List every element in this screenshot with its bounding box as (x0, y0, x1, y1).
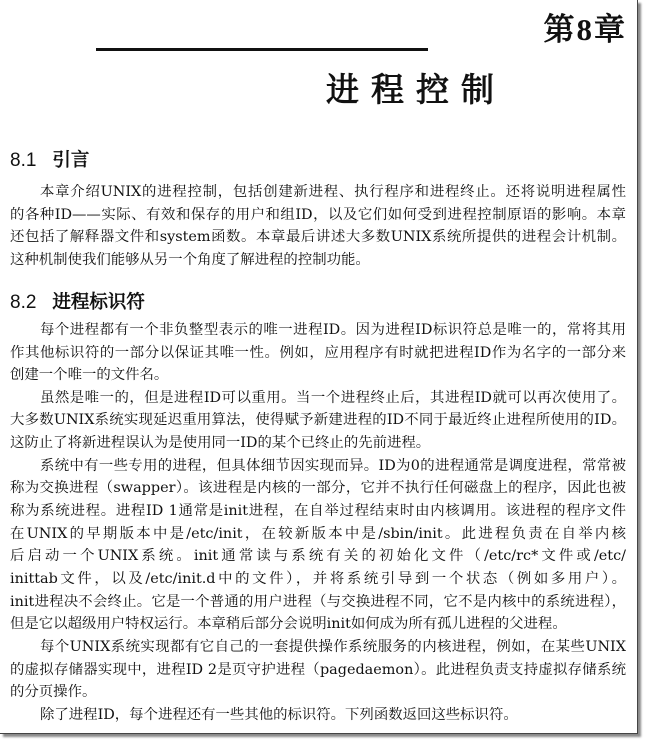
chapter-number: 第8章 (543, 12, 627, 47)
paragraph-line: 这种机制使我们能够从另一个角度了解进程的控制功能。 (10, 252, 370, 268)
section-number: 8.2 (10, 292, 37, 313)
paragraph-line: 称为系统进程。进程ID 1通常是init进程，在自举过程结束时由内核调用。该进程的程序文件 (10, 503, 626, 519)
chapter-title: 进程控制 (326, 70, 506, 109)
paragraph-line: 每个进程都有一个非负整型表示的唯一进程ID。因为进程ID标识符总是唯一的，常将其用 (40, 322, 626, 338)
paragraph-line: 的虚拟存储器实现中，进程ID 2是页守护进程（pagedaemon）。此进程负责支持虚拟存储系统 (10, 662, 626, 678)
chapter-rule-divider (96, 48, 428, 51)
paragraph-line: init进程决不会终止。它是一个普通的用户进程（与交换进程不同，它不是内核中的系统进程）， (10, 594, 626, 610)
paragraph-line: 作其他标识符的一部分以保证其唯一性。例如，应用程序有时就把进程ID作为名字的一部分来 (10, 345, 626, 361)
section-heading-8-2 (10, 288, 145, 314)
paragraph-line: 但是它以超级用户特权运行。本章稍后部分会说明init如何成为所有孤儿进程的父进程。 (10, 616, 567, 632)
paragraph-line: inittab文件，以及/etc/init.d中的文件），并将系统引导到一个状态（例如多用户）。 (10, 571, 626, 587)
paragraph-line: 这防止了将新进程误认为是使用同一ID的某个已终止的先前进程。 (10, 435, 431, 451)
section-title: 引言 (52, 150, 90, 171)
section-title: 进程标识符 (52, 292, 145, 313)
paragraph-line: 每个UNIX系统实现都有它自己的一套提供操作系统服务的内核进程，例如，在某些UNIX (40, 639, 626, 655)
paragraph-line: 后启动一个UNIX系统。init通常读与系统有关的初始化文件（/etc/rc*文件或/etc/ (10, 548, 626, 564)
section-heading-8-1 (10, 146, 89, 172)
paragraph-line: 创建一个唯一的文件名。 (10, 367, 169, 383)
paragraph-line: 虽然是唯一的，但是进程ID可以重用。当一个进程终止后，其进程ID就可以再次使用了。 (40, 390, 626, 406)
paragraph-line: 系统中有一些专用的进程，但具体细节因实现而异。ID为0的进程通常是调度进程，常常被 (40, 458, 626, 474)
paragraph-line: 称为交换进程（swapper）。该进程是内核的一部分，它并不执行任何磁盘上的程序，因此也被 (10, 480, 626, 496)
paragraph-line: 除了进程ID，每个进程还有一些其他的标识符。下列函数返回这些标识符。 (40, 707, 518, 723)
section-number: 8.1 (10, 150, 37, 171)
paragraph-line: 本章介绍UNIX的进程控制，包括创建新进程、执行程序和进程终止。还将说明进程属性 (40, 184, 626, 200)
paragraph-line: 还包括了解释器文件和system函数。本章最后讲述大多数UNIX系统所提供的进程会计机制。 (10, 229, 626, 245)
paragraph-line: 的分页操作。 (10, 684, 97, 700)
paragraph-line: 的各种ID——实际、有效和保存的用户和组ID，以及它们如何受到进程控制原语的影响。本章 (10, 207, 626, 223)
paragraph-line: 在UNIX的早期版本中是/etc/init，在较新版本中是/sbin/init。此进程负责在自举内核 (10, 526, 626, 542)
paragraph-line: 大多数UNIX系统实现延迟重用算法，使得赋予新建进程的ID不同于最近终止进程所使用的ID。 (10, 412, 626, 428)
